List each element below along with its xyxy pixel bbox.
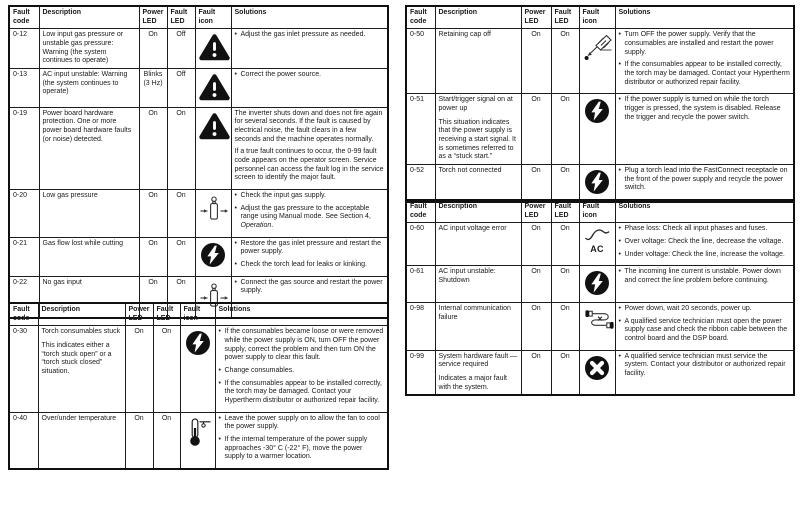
warning-triangle-icon	[199, 112, 230, 140]
header-row	[406, 200, 794, 223]
solution-text: Check the torch lead for leaks or kinking.	[240, 261, 367, 269]
power-led-state: On	[521, 29, 551, 94]
fault-led-state: On	[551, 223, 579, 266]
fault-led-state: On	[153, 412, 180, 469]
warning-triangle-icon	[199, 33, 230, 61]
solution-paragraph	[235, 110, 385, 145]
solution-bullet-item	[619, 31, 791, 57]
fault-code: 0-20	[9, 190, 39, 238]
description-cell	[38, 412, 125, 469]
solution-text: If the power supply is turned on while the torch trigger is pressed, the system is disabled. Release the trigger and recycle the power switch.	[624, 96, 781, 121]
lightning-hazard-icon	[584, 270, 610, 296]
fault-table-top-right	[405, 5, 795, 203]
column-header-power-led: Power LED	[521, 200, 551, 223]
bullet-marker: •	[618, 268, 621, 276]
fault-row-0-60	[406, 223, 794, 266]
description-cell	[39, 29, 139, 69]
bullet-marker: •	[218, 414, 221, 422]
retaining-cap-off-icon	[583, 33, 613, 61]
solution-text: Plug a torch lead into the FastConnect receptacle on the front of the power supply and recycle the power switch.	[624, 167, 788, 192]
fault-codes-0-60-to-0-99	[405, 199, 795, 396]
solution-bullet-item	[619, 238, 791, 247]
column-header-description: Description	[39, 6, 139, 29]
bullet-marker: •	[618, 238, 621, 246]
fault-code: 0-30	[9, 326, 38, 412]
solution-bullet-item	[619, 251, 791, 260]
solution-text: Change consumables.	[224, 367, 295, 375]
power-led-state: On	[139, 29, 167, 69]
ac-wave-icon	[584, 227, 610, 241]
solution-text: Restore the gas inlet pressure and restart the power supply.	[240, 239, 381, 256]
description-text: System hardware fault — service required	[438, 352, 518, 369]
column-header-power-led: Power LED	[521, 6, 551, 29]
solutions-cell	[231, 190, 388, 238]
solution-text: If the consumables became loose or were removed while the power supply is ON, turn OFF the power supply, correct the problem and then turn ON the power supply to clear this fault.	[224, 328, 384, 362]
solution-bullet-item	[219, 436, 385, 462]
fault-icon-cell	[579, 303, 615, 351]
description-cell	[435, 165, 521, 202]
description-cell	[39, 190, 139, 238]
fault-row-0-50	[406, 29, 794, 94]
lightning-hazard-icon	[185, 330, 211, 356]
column-header-fault-code: Fault code	[9, 6, 39, 29]
column-header-fault-icon: Fault icon	[579, 6, 615, 29]
fault-icon-cell	[195, 237, 231, 276]
description-cell	[435, 94, 521, 165]
bullet-marker: •	[234, 31, 237, 39]
bullet-marker: •	[234, 278, 237, 286]
power-led-state: On	[125, 412, 153, 469]
description-text: Start/trigger signal on at power up	[438, 96, 513, 113]
solution-bullet-item	[235, 205, 385, 231]
power-led-state: On	[521, 94, 551, 165]
fault-led-state: On	[551, 29, 579, 94]
solution-bullet-item	[219, 367, 385, 376]
solution-bullet-item	[619, 268, 791, 285]
fault-row-0-20	[9, 190, 388, 238]
solution-text: Correct the power source.	[240, 71, 322, 79]
solution-bullet-item	[619, 96, 791, 122]
fault-icon-cell	[579, 223, 615, 266]
fault-row-0-51	[406, 94, 794, 165]
header-row	[9, 6, 388, 29]
bullet-marker: •	[234, 71, 237, 79]
solutions-cell	[231, 29, 388, 69]
power-led-state: Blinks (3 Hz)	[139, 69, 167, 108]
bullet-marker: •	[618, 317, 621, 325]
description-cell	[38, 326, 125, 412]
bullet-marker: •	[618, 305, 621, 313]
solution-bullet-item	[619, 318, 791, 344]
solution-bullet-item	[235, 261, 385, 270]
warning-triangle-icon	[199, 73, 230, 101]
bullet-marker: •	[618, 96, 621, 104]
solution-bullet-item	[219, 415, 385, 432]
solutions-cell	[615, 266, 794, 303]
bullet-marker: •	[234, 204, 237, 212]
lightning-hazard-icon	[200, 242, 226, 268]
bullet-marker: •	[618, 352, 621, 360]
description-text: Gas flow lost while cutting	[42, 239, 124, 247]
solutions-cell	[615, 29, 794, 94]
fault-codes-0-30-to-0-40	[8, 302, 389, 470]
thermometer-icon	[184, 417, 212, 447]
column-header-description: Description	[435, 200, 521, 223]
column-header-solutions: Solutions	[615, 6, 794, 29]
column-header-power-led: Power LED	[125, 303, 153, 326]
bullet-marker: •	[234, 192, 237, 200]
column-header-solutions: Solutions	[215, 303, 388, 326]
fault-led-state: Off	[167, 69, 195, 108]
solutions-cell	[615, 94, 794, 165]
fault-row-0-13	[9, 69, 388, 108]
fault-code: 0-51	[406, 94, 435, 165]
fault-row-0-30	[9, 326, 388, 412]
column-header-solutions: Solutions	[231, 6, 388, 29]
fault-icon-cell	[195, 29, 231, 69]
description-cell	[39, 69, 139, 108]
fault-icon-cell	[579, 94, 615, 165]
fault-code: 0-52	[406, 165, 435, 202]
description-text: Retaining cap off	[438, 31, 491, 39]
power-led-state: On	[139, 107, 167, 189]
column-header-fault-code: Fault code	[406, 200, 435, 223]
description-cell	[435, 266, 521, 303]
fault-icon-cell	[579, 165, 615, 202]
fault-row-0-99	[406, 350, 794, 395]
column-header-fault-code: Fault code	[9, 303, 38, 326]
bullet-marker: •	[234, 261, 237, 269]
fault-table-top-left	[8, 5, 389, 319]
fault-row-0-21	[9, 237, 388, 276]
fault-led-state: On	[551, 303, 579, 351]
column-header-fault-icon: Fault icon	[180, 303, 215, 326]
solutions-cell	[231, 237, 388, 276]
bullet-marker: •	[618, 250, 621, 258]
fault-icon-cell	[195, 69, 231, 108]
solution-text: The inverter shuts down and does not fire again for several seconds. If the fault is caused by electrical noise, the fault clears in a few seconds and the machine operates normally.	[234, 109, 383, 143]
solution-text: Connect the gas source and restart the power supply.	[240, 278, 383, 295]
fault-row-0-61	[406, 266, 794, 303]
power-led-state: On	[139, 276, 167, 318]
solution-bullet-item	[619, 305, 791, 314]
solution-text: If the consumables appear to be installed correctly, the torch may be damaged. Contact your Hypertherm distributor or authorized repair facility.	[624, 61, 790, 86]
description-text: AC input voltage error	[438, 225, 507, 233]
description-text: Low gas pressure	[42, 192, 98, 200]
solutions-cell	[231, 107, 388, 189]
lightning-hazard-icon	[584, 169, 610, 195]
bullet-marker: •	[218, 328, 221, 336]
fault-code: 0-61	[406, 266, 435, 303]
solution-bullet-item	[619, 167, 791, 193]
solutions-cell	[615, 350, 794, 395]
description-cell	[39, 237, 139, 276]
power-led-state: On	[139, 190, 167, 238]
fault-led-state: On	[167, 276, 195, 318]
column-header-fault-led: Fault LED	[551, 6, 579, 29]
column-header-description: Description	[38, 303, 125, 326]
solution-text: Over voltage: Check the line, decrease the voltage.	[624, 238, 784, 246]
solution-text: Leave the power supply on to allow the fan to cool the power supply.	[224, 414, 380, 431]
solutions-cell	[615, 223, 794, 266]
fault-code: 0-60	[406, 223, 435, 266]
power-led-state: On	[521, 303, 551, 351]
fault-code: 0-99	[406, 350, 435, 395]
bullet-marker: •	[618, 225, 621, 233]
fault-table-bottom-left	[8, 302, 389, 470]
fault-led-state: On	[551, 165, 579, 202]
column-header-solutions: Solutions	[615, 200, 794, 223]
column-header-fault-led: Fault LED	[551, 200, 579, 223]
fault-code: 0-98	[406, 303, 435, 351]
column-header-fault-code: Fault code	[406, 6, 435, 29]
ribbon-cable-icon	[583, 307, 616, 331]
description-text: Internal communication failure	[438, 305, 511, 321]
fault-icon-cell	[195, 190, 231, 238]
gas-supply-icon	[199, 194, 229, 225]
bullet-marker: •	[234, 239, 237, 247]
solutions-cell	[615, 303, 794, 351]
solutions-cell	[231, 69, 388, 108]
solutions-cell	[215, 326, 388, 412]
solution-text: If the internal temperature of the power supply approaches -30° C (-22° F), move the power supply to a warmer location.	[224, 436, 368, 461]
lightning-hazard-icon	[584, 98, 610, 124]
fault-row-0-52	[406, 165, 794, 202]
solution-bullet-item	[619, 61, 791, 87]
solution-text: The incoming line current is unstable. Power down and correct the line problem before continuing.	[624, 268, 781, 285]
description-text: Low input gas pressure or unstable gas pressure: Warning (the system continues to operate)	[42, 31, 124, 65]
description-text: This situation indicates that the power supply is receiving a start signal. It is sometimes referred to as a “stuck start.”	[438, 118, 516, 161]
fault-row-0-40	[9, 412, 388, 469]
fault-code: 0-13	[9, 69, 39, 108]
fault-led-state: Off	[167, 29, 195, 69]
system-fault-x-icon	[584, 355, 610, 381]
solution-text: Adjust the gas pressure to the acceptable range using Manual mode. See Section 4, Operation.	[240, 204, 371, 230]
fault-led-state: On	[551, 350, 579, 395]
fault-row-0-12	[9, 29, 388, 69]
solutions-cell	[615, 165, 794, 202]
column-header-fault-icon: Fault icon	[579, 200, 615, 223]
solution-text: Under voltage: Check the line, increase the voltage.	[624, 250, 785, 258]
description-text: This indicates either a “torch stuck open” or a “torch stuck closed” situation.	[41, 342, 112, 376]
header-row	[9, 303, 388, 326]
solution-bullet-item	[619, 353, 791, 379]
fault-icon-cell	[579, 266, 615, 303]
fault-code: 0-21	[9, 237, 39, 276]
bullet-marker: •	[218, 379, 221, 387]
description-text: Torch not connected	[438, 167, 502, 175]
description-cell	[39, 107, 139, 189]
fault-led-state: On	[551, 266, 579, 303]
fault-icon-cell	[195, 107, 231, 189]
description-cell	[435, 350, 521, 395]
solution-bullet-item	[235, 192, 385, 201]
power-led-state: On	[521, 165, 551, 202]
solution-bullet-item	[235, 71, 385, 80]
fault-icon-label: AC	[590, 244, 604, 255]
bullet-marker: •	[218, 436, 221, 444]
solution-bullet-item	[235, 279, 385, 296]
fault-code: 0-22	[9, 276, 39, 318]
fault-code: 0-40	[9, 412, 38, 469]
fault-led-state: On	[167, 237, 195, 276]
solution-text: If a true fault continues to occur, the 0-99 fault code appears on the operator screen. Service personnel can access the fault log in the service screen to identify the major fault.	[234, 148, 384, 182]
description-text: Indicates a major fault with the system.	[438, 375, 507, 391]
solution-bullet-item	[219, 380, 385, 406]
bullet-marker: •	[618, 31, 621, 39]
fault-icon-cell	[579, 29, 615, 94]
fault-led-state: On	[167, 107, 195, 189]
column-header-power-led: Power LED	[139, 6, 167, 29]
description-text: AC input unstable: Warning (the system continues to operate)	[42, 71, 128, 96]
power-led-state: On	[125, 326, 153, 412]
solution-bullet-item	[619, 225, 791, 234]
description-text: AC input unstable: Shutdown	[438, 268, 496, 285]
solution-bullet-item	[235, 240, 385, 257]
fault-row-0-19	[9, 107, 388, 189]
solution-text: Power down, wait 20 seconds, power up.	[624, 305, 752, 313]
fault-led-state: On	[153, 326, 180, 412]
fault-code: 0-12	[9, 29, 39, 69]
fault-icon-cell	[579, 350, 615, 395]
header-row	[406, 6, 794, 29]
power-led-state: On	[139, 237, 167, 276]
solution-text: A qualified service technician must open the power supply case and check the ribbon cable between the control board and the DSP board.	[624, 317, 788, 343]
solution-text: Check the input gas supply.	[240, 192, 326, 200]
solution-text: Phase loss: Check all input phases and fuses.	[624, 225, 768, 233]
column-header-fault-icon: Fault icon	[195, 6, 231, 29]
solution-paragraph	[235, 148, 385, 183]
description-cell	[435, 223, 521, 266]
description-cell	[435, 303, 521, 351]
solution-text: A qualified service technician must service the system. Contact your distributor or authorized repair facility.	[624, 352, 786, 378]
solutions-cell	[215, 412, 388, 469]
solution-text: Adjust the gas inlet pressure as needed.	[240, 31, 366, 39]
power-led-state: On	[521, 266, 551, 303]
column-header-fault-led: Fault LED	[153, 303, 180, 326]
fault-codes-0-50-to-0-52	[405, 5, 795, 203]
bullet-marker: •	[618, 61, 621, 69]
description-text: Over/under temperature	[41, 414, 117, 422]
description-cell	[435, 29, 521, 94]
fault-code: 0-50	[406, 29, 435, 94]
power-led-state: On	[521, 350, 551, 395]
bullet-marker: •	[618, 167, 621, 175]
column-header-fault-led: Fault LED	[167, 6, 195, 29]
bullet-marker: •	[218, 367, 221, 375]
fault-icon-cell	[180, 326, 215, 412]
description-text: Torch consumables stuck	[41, 328, 121, 336]
solution-bullet-item	[219, 328, 385, 363]
fault-codes-0-12-to-0-22	[8, 5, 389, 319]
power-led-state: On	[521, 223, 551, 266]
solution-bullet-item	[235, 31, 385, 40]
fault-led-state: On	[551, 94, 579, 165]
column-header-description: Description	[435, 6, 521, 29]
description-text: No gas input	[42, 278, 82, 286]
fault-row-0-98	[406, 303, 794, 351]
fault-icon-cell	[180, 412, 215, 469]
fault-table-bottom-right	[405, 199, 795, 396]
solution-text: If the consumables appear to be installed correctly, the torch may be damaged. Contact your Hypertherm distributor or authorized repair facility.	[224, 379, 382, 405]
solution-text: Turn OFF the power supply. Verify that the consumables are installed and restart the power supply.	[624, 31, 774, 56]
description-text: Power board hardware protection. One or more power board hardware faults (or noise) detected.	[42, 109, 132, 143]
fault-code: 0-19	[9, 107, 39, 189]
fault-led-state: On	[167, 190, 195, 238]
